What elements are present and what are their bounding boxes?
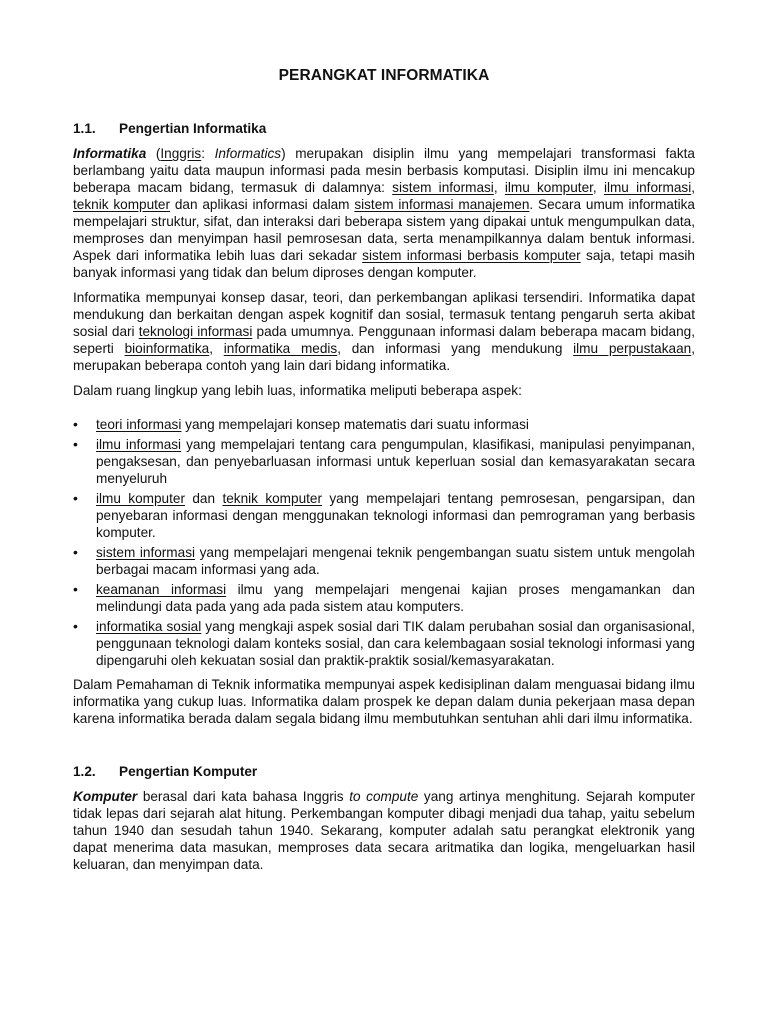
section-heading (73, 120, 695, 137)
paragraph-spacer (73, 407, 695, 416)
text-segment: , merupakan beberapa contoh yang lain dari bidang informatika. (73, 341, 695, 373)
link-bioinformatika[interactable]: bioinformatika (124, 341, 210, 356)
bullet-icon: • (73, 490, 78, 506)
term-to-compute: to compute (349, 789, 419, 804)
text-segment: yang mempelajari konsep matematis dari suatu informasi (181, 417, 529, 432)
section-number: 1.2. (73, 764, 96, 779)
text-segment: yang mempelajari tentang cara pengumpulan, klasifikasi, manipulasi penyimpanan, pengaksesan, dan penyebarluasan informasi untuk keperluan sosial dan kemasyarakatan secara menyeluruh (96, 437, 695, 486)
link-informatika-sosial[interactable]: informatika sosial (96, 619, 202, 634)
text-segment: pada umumnya. Penggunaan informasi dalam beberapa macam bidang, seperti (73, 324, 695, 356)
section-title: Pengertian Komputer (119, 764, 258, 779)
list-item (73, 490, 695, 541)
section-heading (73, 763, 695, 780)
link-teori-informasi[interactable]: teori informasi (96, 417, 182, 432)
list-item (73, 581, 695, 615)
document-page (73, 66, 695, 881)
link-sistem-informasi-manajemen[interactable]: sistem informasi manajemen (354, 197, 530, 212)
text-segment: dan (184, 491, 223, 506)
bullet-icon: • (73, 618, 78, 634)
link-informatika-medis[interactable]: informatika medis (223, 341, 338, 356)
text-segment: yang mempelajari mengenai teknik pengembangan suatu sistem untuk mengolah berbagai macam informasi yang ada. (96, 545, 695, 577)
text-segment: yang artinya menghitung. Sejarah komputer tidak lepas dari sejarah alat hitung. Perkembangan komputer dibagi menjadi dua tahap, yaitu sebelum tahun 1940 dan sesudah tahun 1940. Sekarang, komputer adalah satu perangkat elektronik yang dapat menerima data masukan, memproses data secara aritmatika dan logika, mengeluarkan hasil keluaran, dan menyimpan data. (73, 789, 695, 872)
text-segment: , (493, 180, 505, 195)
link-sistem-informasi-berbasis-komputer[interactable]: sistem informasi berbasis komputer (362, 248, 581, 263)
list-item-text (96, 544, 695, 578)
bullet-icon: • (73, 436, 78, 452)
text-segment: saja, tetapi masih banyak informasi yang tidak dan belum diproses dengan komputer. (73, 248, 695, 280)
text-segment: , dan informasi yang mendukung (337, 341, 574, 356)
list-item (73, 544, 695, 578)
list-item (73, 416, 695, 433)
link-ilmu-informasi[interactable]: ilmu informasi (603, 180, 692, 195)
link-ilmu-komputer[interactable]: ilmu komputer (96, 491, 185, 506)
link-ilmu-perpustakaan[interactable]: ilmu perpustakaan (573, 341, 692, 356)
list-item-text (96, 436, 695, 487)
paragraph-informatika-concepts (73, 289, 695, 374)
link-ilmu-informasi[interactable]: ilmu informasi (96, 437, 182, 452)
text-segment: berasal dari kata bahasa Inggris (137, 789, 350, 804)
section-pengertian-komputer (73, 763, 695, 873)
list-item-text (96, 618, 695, 669)
document-title: PERANGKAT INFORMATIKA (278, 67, 490, 84)
term-informatika: Informatika (73, 146, 147, 161)
text-segment: . Secara umum informatika mempelajari struktur, sifat, dan interaksi dari beberapa sistem yang dipakai untuk mengumpulkan data, memproses dan menyimpan hasil pemrosesan data, serta menampilkannya dalam bentuk informasi. Aspek dari informatika lebih luas dari sekadar (73, 197, 695, 263)
link-teknik-komputer[interactable]: teknik komputer (73, 197, 170, 212)
paragraph-scope: Dalam ruang lingkup yang lebih luas, informatika meliputi beberapa aspek: (73, 383, 522, 398)
text-segment: : (201, 146, 215, 161)
section-title: Pengertian Informatika (119, 121, 267, 136)
text-segment: yang mempelajari tentang pemrosesan, pengarsipan, dan penyebaran informasi dengan menggunakan teknologi informasi dan pemrograman yang berbasis komputer. (96, 491, 696, 540)
text-segment: , (691, 180, 696, 195)
list-item-text (96, 416, 695, 433)
link-ilmu-komputer[interactable]: ilmu komputer (504, 180, 593, 195)
bullet-icon: • (73, 544, 78, 560)
paragraph-informatika-definition (73, 145, 695, 281)
bullet-icon: • (73, 581, 78, 597)
term-komputer: Komputer (73, 789, 138, 804)
link-sistem-informasi[interactable]: sistem informasi (96, 545, 196, 560)
section-spacer (73, 735, 695, 763)
link-teknologi-informasi[interactable]: teknologi informasi (138, 324, 253, 339)
text-segment: yang mengkaji aspek sosial dari TIK dalam perubahan sosial dan organisasional, penggunaan teknologi dalam konteks sosial, dan cara kelembagaan sosial teknologi informasi yang dipengaruhi oleh kekuatan sosial dan praktik-praktik sosial/kemasyarakatan. (96, 619, 696, 668)
list-item-text (96, 490, 695, 541)
list-item (73, 436, 695, 487)
text-segment: dan aplikasi informasi dalam (170, 197, 355, 212)
paragraph-komputer-definition (73, 788, 695, 873)
section-number: 1.1. (73, 121, 96, 136)
paragraph-prospects: Dalam Pemahaman di Teknik informatika mempunyai aspek kedisiplinan dalam menguasai bidang ilmu informatika yang cukup luas. Informatika dalam prospek ke depan dalam dunia pekerjaan masa depan karena informatika berada dalam segala bidang ilmu membutuhkan sentuhan ahli dari ilmu informatika. (73, 677, 695, 726)
text-segment: Informatika mempunyai konsep dasar, teori, dan perkembangan aplikasi tersendiri. Informatika dapat mendukung dan berkaitan dengan aspek kognitif dan sosial, termasuk tentang pengaruh serta akibat sosial dari (73, 290, 695, 339)
link-inggris[interactable]: Inggris (160, 146, 202, 161)
text-segment: , (592, 180, 604, 195)
term-informatics: Informatics (214, 146, 282, 161)
list-item-text (96, 581, 695, 615)
list-item (73, 618, 695, 669)
link-teknik-komputer[interactable]: teknik komputer (222, 491, 322, 506)
text-segment: ) merupakan disiplin ilmu yang mempelajari transformasi fakta berlambang yaitu data maupun informasi pada mesin berbasis komputasi. Disiplin ilmu ini mencakup beberapa macam bidang, termasuk di dalamnya: (73, 146, 695, 195)
aspects-list (73, 416, 695, 669)
section-pengertian-informatika (73, 120, 695, 727)
link-sistem-informasi[interactable]: sistem informasi (392, 180, 494, 195)
link-keamanan-informasi[interactable]: keamanan informasi (96, 582, 227, 597)
text-segment: , (209, 341, 224, 356)
bullet-icon: • (73, 416, 78, 432)
text-segment: ilmu yang mempelajari mengenai kajian proses mengamankan dan melindungi data pada yang ada pada sistem atau komputers. (96, 582, 695, 614)
text-segment: ( (146, 146, 161, 161)
